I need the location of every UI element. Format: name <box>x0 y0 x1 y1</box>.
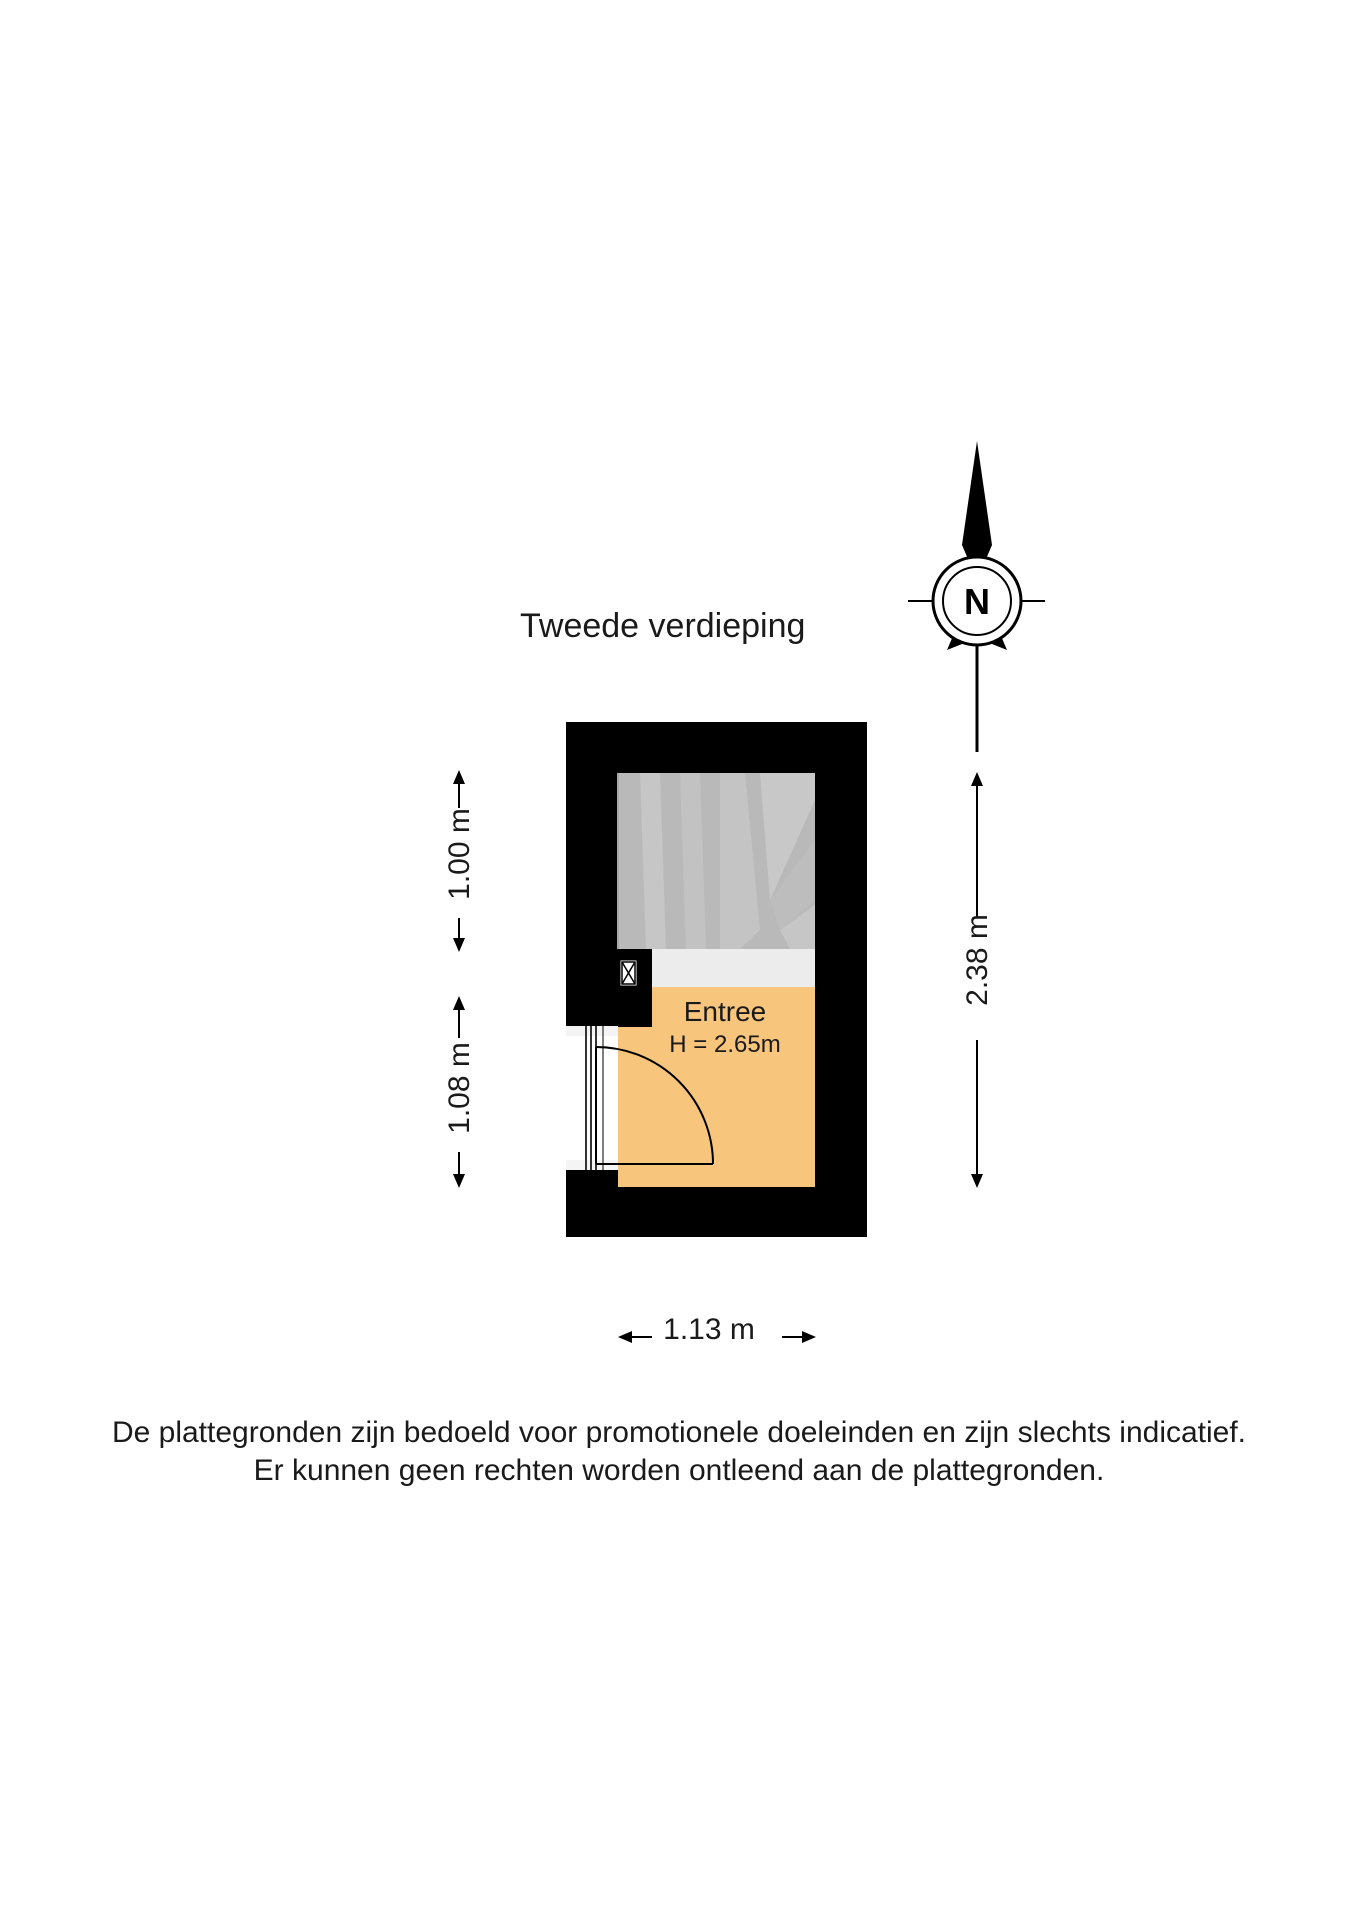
room-name: Entree <box>683 996 767 1027</box>
dimension-right: 2.38 m <box>961 914 994 1006</box>
room-height: H = 2.65m <box>669 1031 781 1058</box>
staircase <box>618 773 815 949</box>
floor-title: Tweede verdieping <box>520 607 806 645</box>
shaft-icon <box>621 961 636 985</box>
dimension-left-top: 1.00 m <box>443 808 476 900</box>
landing <box>652 949 815 987</box>
dimension-left-bottom: 1.08 m <box>443 1042 476 1134</box>
compass-letter: N <box>964 581 990 622</box>
dimension-bottom: 1.13 m <box>663 1313 755 1346</box>
disclaimer-line-1: De plattegronden zijn bedoeld voor promotionele doeleinden en zijn slechts indicatief. <box>111 1416 1247 1449</box>
disclaimer-line-2: Er kunnen geen rechten worden ontleend aan de plattegronden. <box>253 1454 1105 1487</box>
